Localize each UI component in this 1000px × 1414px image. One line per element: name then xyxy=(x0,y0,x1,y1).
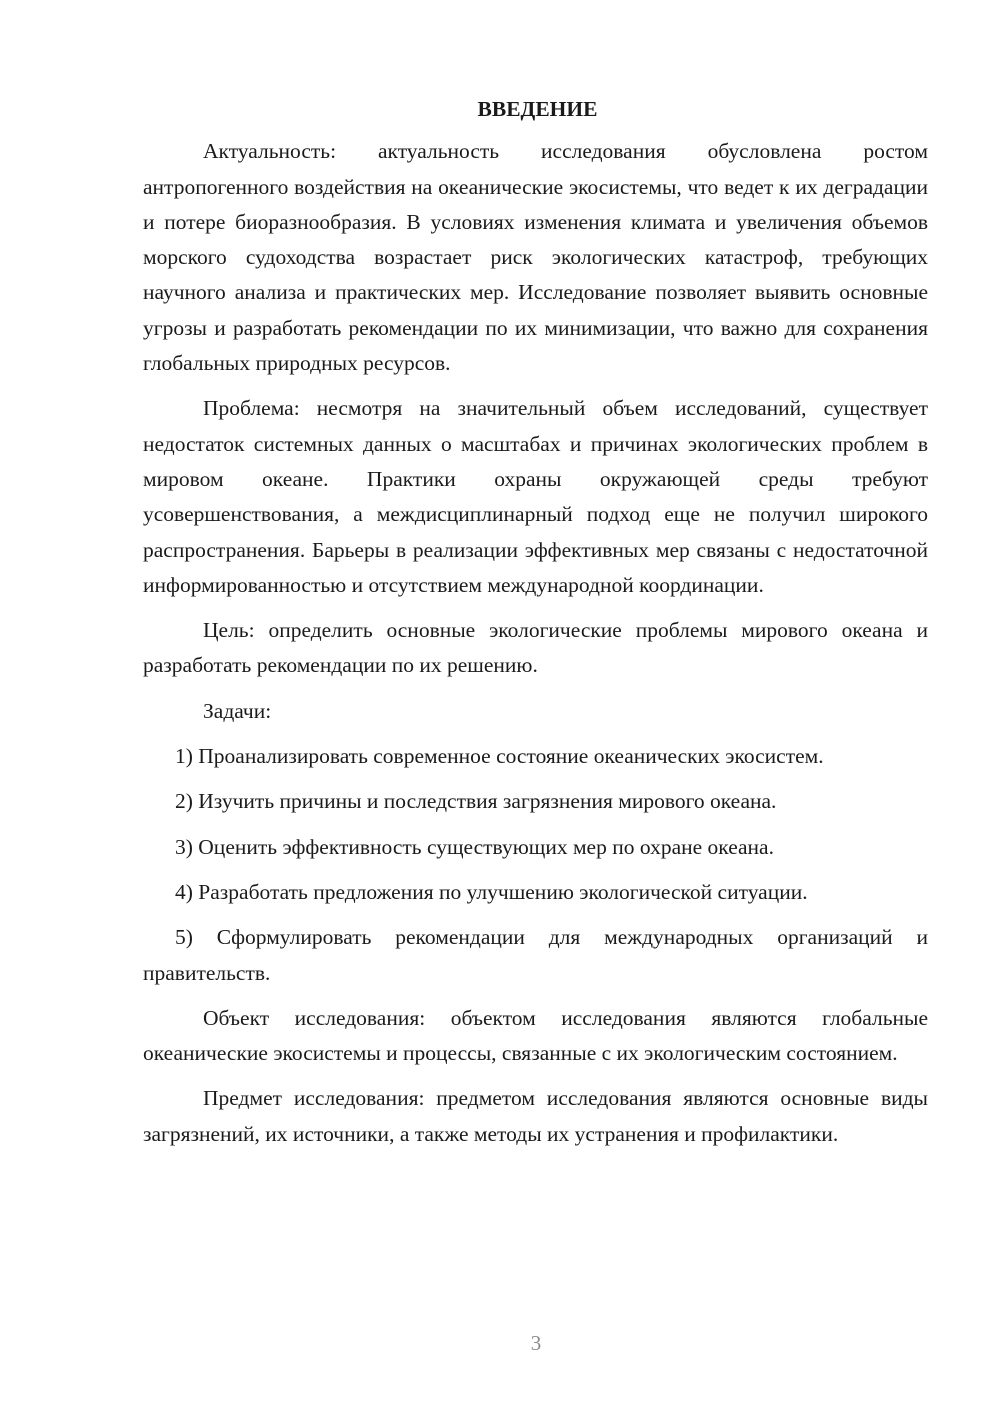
task-item-5: 5) Сформулировать рекомендации для международных организаций и правительств. xyxy=(143,925,928,985)
subject-paragraph: Предмет исследования: предметом исследования являются основные виды загрязнений, их источники, а также методы их устранения и профилактики. xyxy=(143,1086,928,1146)
relevance-paragraph: Актуальность: актуальность исследования обусловлена ростом антропогенного воздействия на океанические экосистемы, что ведет к их деградации и потере биоразнообразия. В условиях изменения климата и увеличения объемов морского судоходства возрастает риск экологических катастроф, требующих научного анализа и практических мер. Исследование позволяет выявить основные угрозы и разработать рекомендации по их минимизации, что важно для сохранения глобальных природных ресурсов. xyxy=(143,139,928,376)
page-number: 3 xyxy=(530,1331,542,1355)
task-item-4: 4) Разработать предложения по улучшению экологической ситуации. xyxy=(175,879,808,904)
task-item-1: 1) Проанализировать современное состояние океанических экосистем. xyxy=(175,744,824,769)
task-item-3: 3) Оценить эффективность существующих мер по охране океана. xyxy=(175,834,774,859)
tasks-label: Задачи: xyxy=(203,698,272,723)
document-page xyxy=(143,92,928,1162)
section-title: ВВЕДЕНИЕ xyxy=(477,97,598,121)
problem-paragraph: Проблема: несмотря на значительный объем исследований, существует недостаток системных данных о масштабах и причинах экологических проблем в мировом океане. Практики охраны окружающей среды требуют усовершенствования, а междисциплинарный подход еще не получил широкого распространения. Барьеры в реализации эффективных мер связаны с недостаточной информированностью и отсутствием международной координации. xyxy=(143,396,928,597)
goal-paragraph: Цель: определить основные экологические проблемы мирового океана и разработать рекомендации по их решению. xyxy=(143,618,928,678)
object-paragraph: Объект исследования: объектом исследования являются глобальные океанические экосистемы и процессы, связанные с их экологическим состоянием. xyxy=(143,1005,928,1066)
task-item-2: 2) Изучить причины и последствия загрязнения мирового океана. xyxy=(175,789,777,814)
